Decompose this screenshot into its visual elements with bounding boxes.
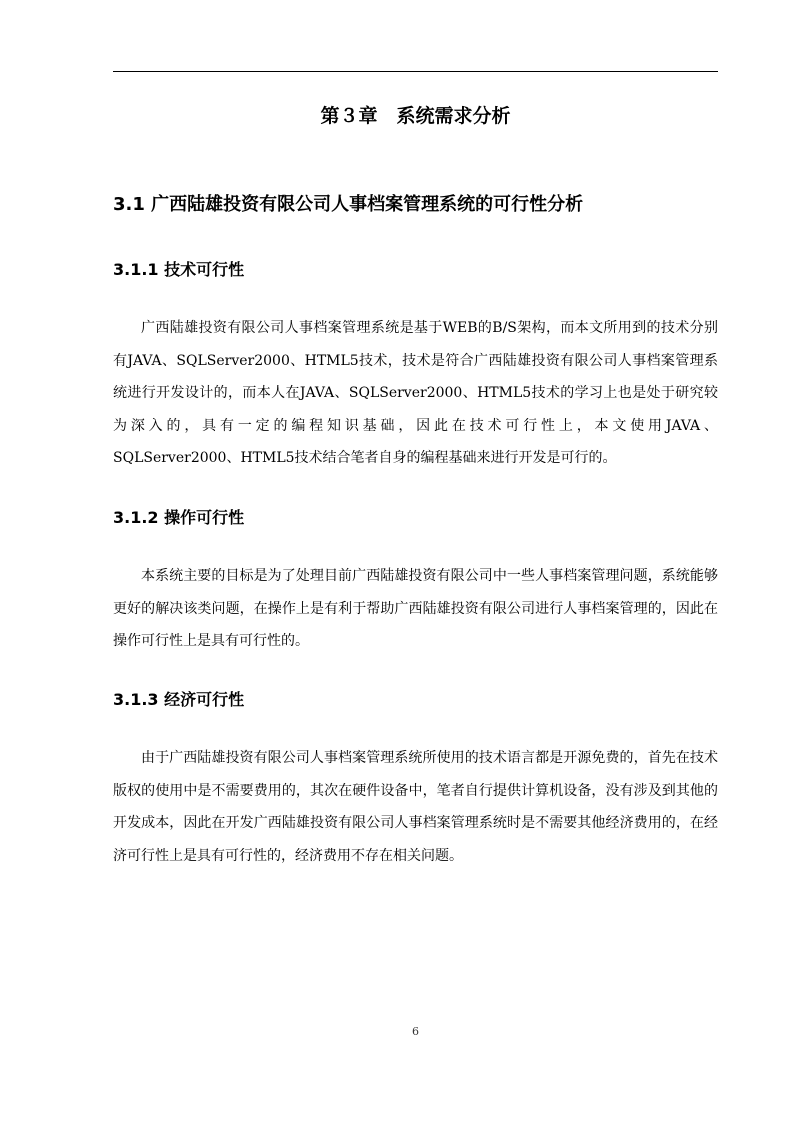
section-title: 3.1 广西陆雄投资有限公司人事档案管理系统的可行性分析 — [113, 194, 584, 215]
subsection-title-operational: 3.1.2 操作可行性 — [113, 508, 245, 527]
header-rule — [113, 71, 718, 72]
page-number: 6 — [412, 1025, 419, 1038]
paragraph-technical: 广西陆雄投资有限公司人事档案管理系统是基于WEB的B/S架构，而本文所用到的技术分别有JAVA、SQLServer2000、HTML5技术，技术是符合广西陆雄投资有限公司人事档案管理系统进行开发设计的，而本人在JAVA、SQLServer2000、HTML5技术的学习上也是处于研究较为深入的，具有一定的编程知识基础，因此在技术可行性上，本文使用JAVA、SQLServer2000、HTML5技术结合笔者自身的编程基础来进行开发是可行的。 — [113, 320, 718, 466]
subsection-title-economic: 3.1.3 经济可行性 — [113, 690, 245, 709]
paragraph-economic: 由于广西陆雄投资有限公司人事档案管理系统所使用的技术语言都是开源免费的，首先在技术版权的使用中是不需要费用的，其次在硬件设备中，笔者自行提供计算机设备，没有涉及到其他的开发成本，因此在开发广西陆雄投资有限公司人事档案管理系统时是不需要其他经济费用的，在经济可行性上是具有可行性的，经济费用不存在相关问题。 — [113, 750, 718, 864]
chapter-title: 第３章 系统需求分析 — [320, 105, 511, 127]
paragraph-operational: 本系统主要的目标是为了处理目前广西陆雄投资有限公司中一些人事档案管理问题，系统能够更好的解决该类问题，在操作上是有利于帮助广西陆雄投资有限公司进行人事档案管理的，因此在操作可行性上是具有可行性的。 — [113, 568, 718, 649]
subsection-title-technical: 3.1.1 技术可行性 — [113, 260, 245, 279]
